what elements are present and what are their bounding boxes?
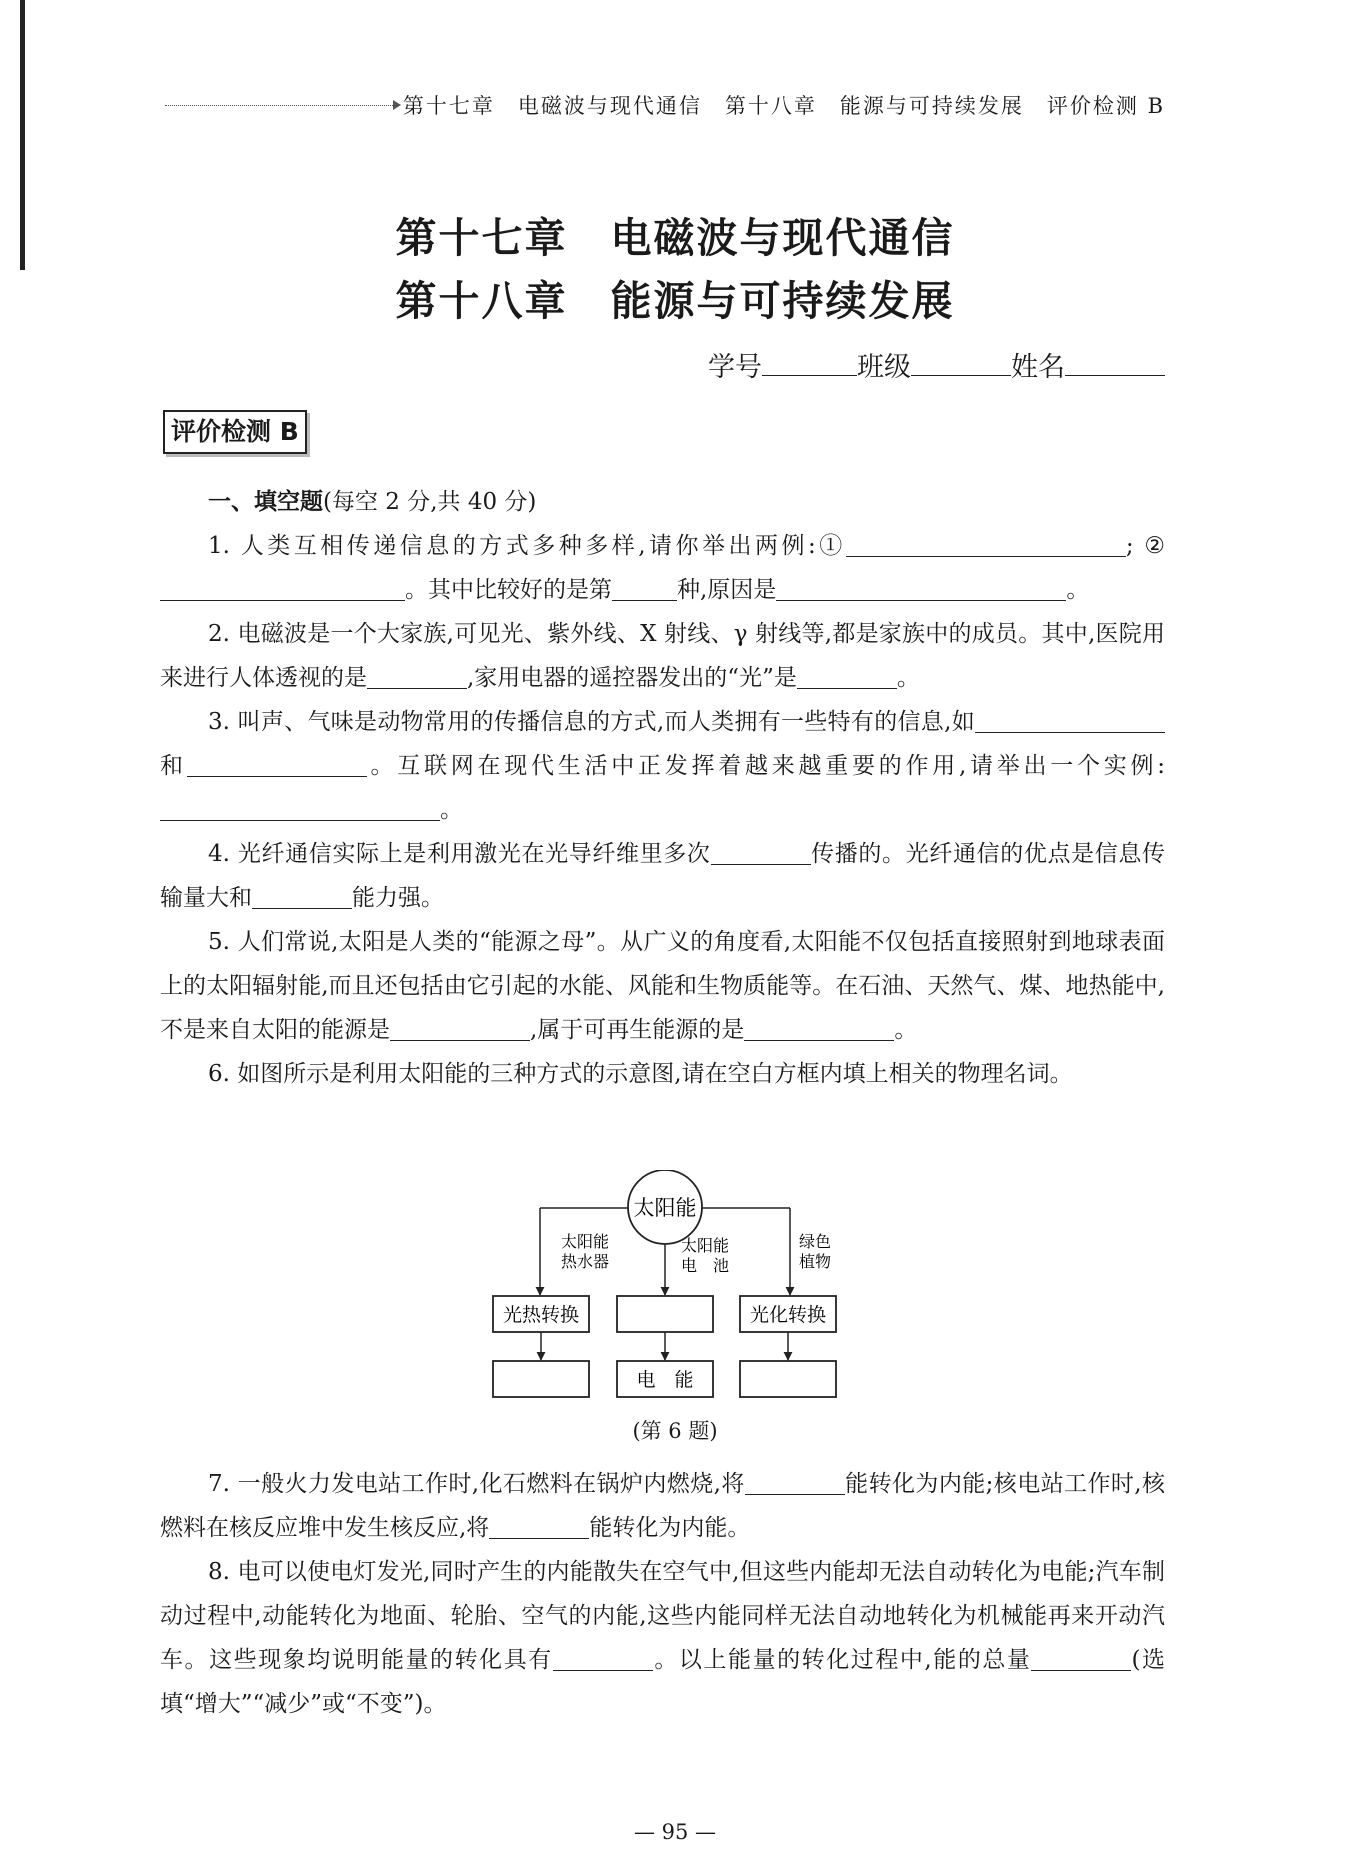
header-arrow [165,105,397,106]
q3-text-b: 和 [160,753,187,779]
q2-blank-2[interactable] [797,660,897,689]
label-mid-1: 太阳能 [680,1236,730,1255]
q8-text-c: (选填“增大”“减少”或“不变”)。 [160,1647,1166,1717]
running-header [165,90,1165,120]
page-number: — 95 — [633,1820,717,1844]
q3-text-c: 。互联网在现代生活中正发挥着越来越重要的作用,请举出一个实例: [366,753,1165,779]
label-mid-2: 电 池 [680,1256,730,1275]
student-number-label: 学号 [708,352,762,383]
q4-blank-1[interactable] [711,836,811,865]
q2-text-c: 。 [896,665,920,691]
running-header-text: 第十七章 电磁波与现代通信 第十八章 能源与可持续发展 评价检测 B [402,94,1165,118]
section-heading [160,480,1165,524]
q1-blank-2[interactable] [160,572,405,601]
q1-text-f: 。 [1066,577,1090,603]
q1-blank-3[interactable] [612,572,677,601]
q5-blank-1[interactable] [390,1012,530,1041]
q4-blank-2[interactable] [252,880,352,909]
q3-text-d: 。 [440,797,463,823]
q1-text-b: ; [1125,533,1134,559]
chapter-title-17: 第十七章 电磁波与现代通信 [395,214,955,262]
question-1 [160,524,1165,612]
question-4 [160,832,1165,920]
q8-text-a: 8. 电可以使电灯发光,同时产生的内能散失在空气中,但这些内能却无法自动转化为电能;汽车制动过程中,动能转化为地面、轮胎、空气的内能,这些内能同样无法自动地转化为机械能再来开动汽车。这些现象均说明能量的转化具有 [160,1559,1165,1673]
questions-part-2 [160,1462,1165,1726]
solar-energy-diagram [490,1170,860,1400]
question-5 [160,920,1165,1052]
box-photothermal-label: 光热转换 [502,1304,580,1326]
q3-blank-1[interactable] [975,704,1165,733]
q7-blank-2[interactable] [489,1510,589,1539]
q1-text-c: ② [1144,533,1165,559]
q1-text-d: 。其中比较好的是第 [405,577,612,603]
section-box: 评价检测 B [163,410,307,454]
question-6 [160,1052,1165,1096]
q6-text: 6. 如图所示是利用太阳能的三种方式的示意图,请在空白方框内填上相关的物理名词。 [208,1061,1073,1087]
chapter-title-18: 第十八章 能源与可持续发展 [395,277,955,325]
q7-text-c: 能转化为内能。 [589,1515,751,1541]
sun-energy-label: 太阳能 [633,1196,697,1220]
q4-text-b: 传播的。光纤通信的优点是信息传输量大和 [160,841,1166,911]
q1-blank-4[interactable] [776,572,1066,601]
questions-part-1 [160,480,1165,1096]
section-heading-title: 一、填空题 [208,489,323,515]
label-right-2: 植物 [798,1252,832,1271]
class-label: 班级 [857,352,911,383]
q2-text-a: 2. 电磁波是一个大家族,可见光、紫外线、X 射线、γ 射线等,都是家族中的成员。其中,医院用来进行人体透视的是 [160,621,1165,691]
q2-text-b: ,家用电器的遥控器发出的“光”是 [467,665,797,691]
q5-text-c: 。 [894,1017,918,1043]
q5-text-a: 5. 人们常说,太阳是人类的“能源之母”。从广义的角度看,太阳能不仅包括直接照射到地球表面上的太阳辐射能,而且还包括由它引起的水能、风能和生物质能等。在石油、天然气、煤、地热能中,不是来自太阳的能源是 [160,929,1165,1043]
question-7 [160,1462,1165,1550]
box-blank-mid-top[interactable] [617,1296,713,1332]
name-label: 姓名 [1011,352,1065,383]
q8-blank-1[interactable] [553,1642,653,1671]
question-3 [160,700,1165,832]
q4-text-a: 4. 光纤通信实际上是利用激光在光导纤维里多次 [208,841,711,867]
box-electric-energy-label: 电 能 [636,1369,694,1391]
question-2 [160,612,1165,700]
q8-text-b: 。以上能量的转化过程中,能的总量 [652,1647,1032,1673]
label-left-1: 太阳能 [560,1232,610,1251]
box-photochemical-label: 光化转换 [749,1304,827,1326]
q5-text-b: ,属于可再生能源的是 [530,1017,745,1043]
q7-text-a: 7. 一般火力发电站工作时,化石燃料在锅炉内燃烧,将 [208,1471,745,1497]
q3-text-a: 3. 叫声、气味是动物常用的传播信息的方式,而人类拥有一些特有的信息,如 [208,709,975,735]
q1-blank-1[interactable] [846,528,1126,557]
q3-blank-2[interactable] [187,748,367,777]
q2-blank-1[interactable] [367,660,467,689]
q7-text-b: 能转化为内能;核电站工作时,核燃料在核反应堆中发生核反应,将 [160,1471,1165,1541]
q7-blank-1[interactable] [745,1466,845,1495]
q1-text-a: 1. 人类互相传递信息的方式多种多样,请你举出两例:① [208,533,846,559]
name-blank[interactable] [1065,345,1165,376]
q1-text-e: 种,原因是 [677,577,777,603]
q5-blank-2[interactable] [744,1012,894,1041]
figure-caption: (第 6 题) [632,1419,718,1443]
box-blank-right-bottom[interactable] [740,1361,836,1397]
label-left-2: 热水器 [560,1252,610,1271]
student-info [708,345,1165,384]
q8-blank-2[interactable] [1031,1642,1131,1671]
section-scoring: (每空 2 分,共 40 分) [323,489,537,515]
class-blank[interactable] [911,345,1011,376]
q4-text-c: 能力强。 [352,885,444,911]
q3-blank-3[interactable] [160,792,440,821]
box-blank-left-bottom[interactable] [493,1361,589,1397]
question-8 [160,1550,1165,1726]
label-right-1: 绿色 [798,1232,832,1251]
student-number-blank[interactable] [762,345,857,376]
